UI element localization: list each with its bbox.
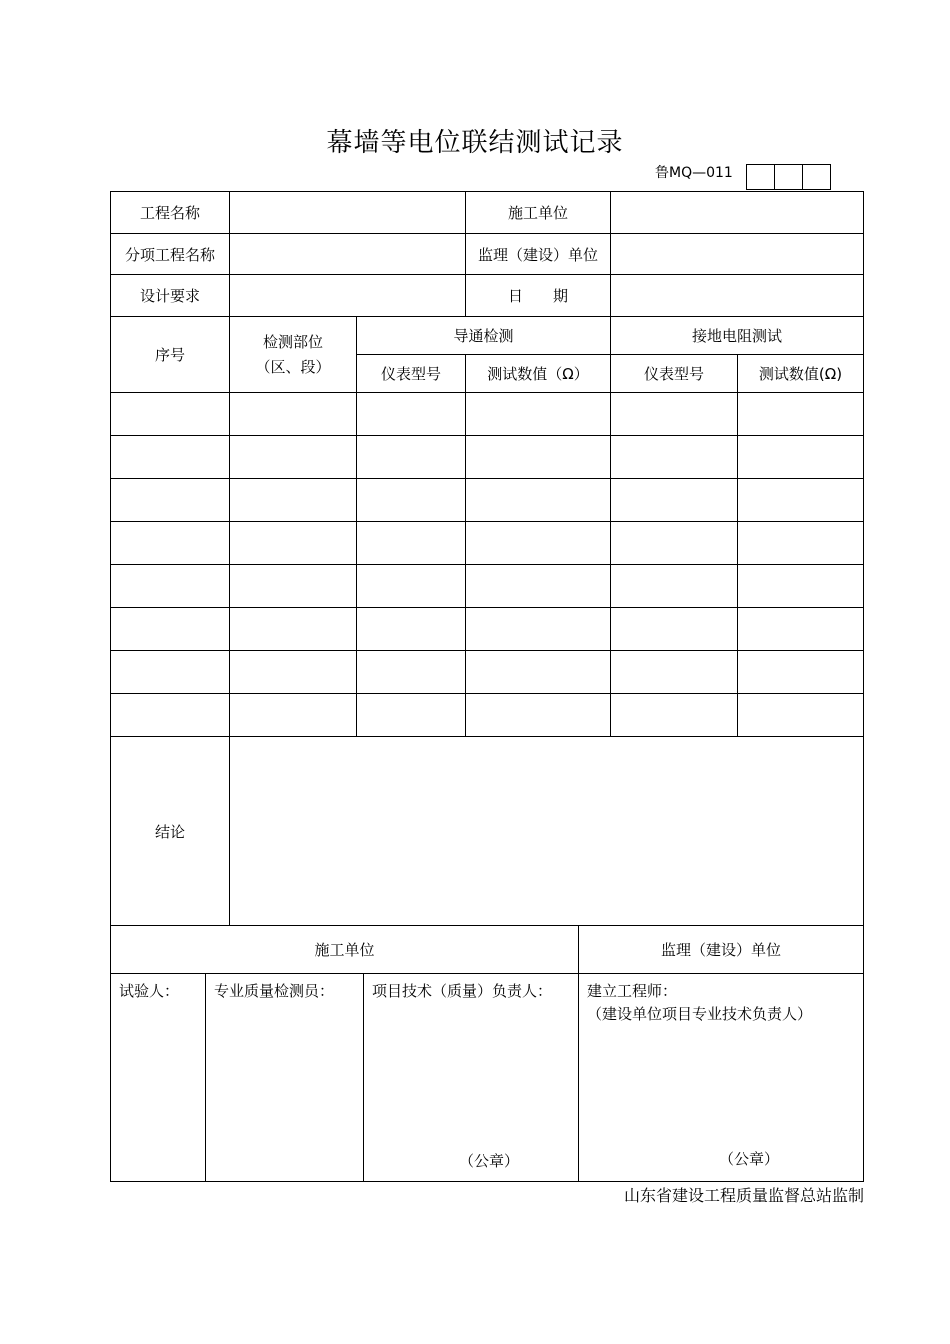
- table-cell[interactable]: [357, 393, 466, 436]
- location-header: [230, 317, 357, 393]
- contractor-field[interactable]: [611, 192, 864, 234]
- meter-model-header: 仪表型号: [357, 355, 466, 393]
- engineer-note: （建设单位项目专业技术负责人）: [587, 1005, 813, 1023]
- table-cell[interactable]: [738, 522, 864, 565]
- code-box-1[interactable]: [746, 164, 775, 190]
- table-cell[interactable]: [466, 565, 611, 608]
- table-row: [111, 522, 864, 565]
- table-cell[interactable]: [230, 694, 357, 737]
- table-cell[interactable]: [111, 393, 230, 436]
- table-cell[interactable]: [738, 479, 864, 522]
- tech-lead-signature-field[interactable]: [364, 974, 579, 1182]
- table-cell[interactable]: [111, 522, 230, 565]
- table-cell[interactable]: [611, 608, 738, 651]
- table-cell[interactable]: [466, 651, 611, 694]
- inspector-signature-field[interactable]: [206, 974, 364, 1182]
- engineer-signature-field[interactable]: [579, 974, 864, 1182]
- supervisor-field[interactable]: [611, 234, 864, 275]
- table-cell[interactable]: [357, 436, 466, 479]
- tester-signature-field[interactable]: [111, 974, 206, 1182]
- table-cell[interactable]: [230, 393, 357, 436]
- table-row: [111, 694, 864, 737]
- table-cell[interactable]: [111, 565, 230, 608]
- table-cell[interactable]: [230, 436, 357, 479]
- table-cell[interactable]: [611, 694, 738, 737]
- conclusion-label: 结论: [111, 737, 230, 926]
- serial-header: 序号: [111, 317, 230, 393]
- project-name-field[interactable]: [230, 192, 466, 234]
- table-cell[interactable]: [738, 565, 864, 608]
- continuity-header: 导通检测: [357, 317, 611, 355]
- tester-label: 试验人：: [119, 982, 180, 1000]
- date-field[interactable]: [611, 275, 864, 317]
- grounding-header: 接地电阻测试: [611, 317, 864, 355]
- contractor-seal-label: （公章）: [459, 1152, 520, 1170]
- table-cell[interactable]: [611, 522, 738, 565]
- table-cell[interactable]: [611, 651, 738, 694]
- table-cell[interactable]: [111, 436, 230, 479]
- footer-issuer: 山东省建设工程质量监督总站监制: [623, 1186, 864, 1205]
- table-cell[interactable]: [466, 436, 611, 479]
- table-cell[interactable]: [738, 694, 864, 737]
- subproject-name-label: 分项工程名称: [111, 234, 230, 275]
- table-cell[interactable]: [111, 608, 230, 651]
- contractor-section-header: 施工单位: [111, 926, 579, 974]
- table-cell[interactable]: [357, 694, 466, 737]
- table-cell[interactable]: [357, 565, 466, 608]
- subproject-name-field[interactable]: [230, 234, 466, 275]
- table-cell[interactable]: [611, 565, 738, 608]
- table-cell[interactable]: [466, 694, 611, 737]
- table-cell[interactable]: [466, 522, 611, 565]
- table-row: [111, 393, 864, 436]
- table-row: [111, 436, 864, 479]
- table-row: [111, 608, 864, 651]
- table-cell[interactable]: [357, 479, 466, 522]
- table-cell[interactable]: [230, 565, 357, 608]
- code-box-2[interactable]: [774, 164, 803, 190]
- contractor-label: 施工单位: [466, 192, 611, 234]
- table-cell[interactable]: [738, 393, 864, 436]
- table-cell[interactable]: [230, 608, 357, 651]
- table-cell[interactable]: [357, 608, 466, 651]
- location-header-line2: （区、段）: [255, 357, 331, 376]
- supervisor-label: 监理（建设）单位: [466, 234, 611, 275]
- record-table: [110, 191, 864, 926]
- date-label: 日 期: [466, 275, 611, 317]
- tech-lead-label: 项目技术（质量）负责人：: [372, 982, 553, 1000]
- page-title: 幕墙等电位联结测试记录: [326, 128, 624, 158]
- table-row: [111, 479, 864, 522]
- table-cell[interactable]: [611, 393, 738, 436]
- code-box-3[interactable]: [802, 164, 831, 190]
- table-row: [111, 651, 864, 694]
- conclusion-field[interactable]: [230, 737, 864, 926]
- table-cell[interactable]: [111, 651, 230, 694]
- test-value-header-2: 测试数值(Ω): [738, 355, 864, 393]
- table-cell[interactable]: [111, 694, 230, 737]
- supervisor-seal-label: （公章）: [719, 1150, 780, 1168]
- inspector-label: 专业质量检测员：: [214, 982, 335, 1000]
- table-cell[interactable]: [738, 651, 864, 694]
- table-cell[interactable]: [357, 522, 466, 565]
- design-req-field[interactable]: [230, 275, 466, 317]
- test-value-header: 测试数值（Ω）: [466, 355, 611, 393]
- table-cell[interactable]: [466, 479, 611, 522]
- form-code: 鲁MQ—011: [655, 165, 733, 181]
- table-cell[interactable]: [466, 608, 611, 651]
- table-row: [111, 565, 864, 608]
- table-cell[interactable]: [466, 393, 611, 436]
- location-header-line1: 检测部位: [262, 332, 323, 351]
- meter-model-header-2: 仪表型号: [611, 355, 738, 393]
- table-cell[interactable]: [357, 651, 466, 694]
- table-cell[interactable]: [611, 436, 738, 479]
- table-cell[interactable]: [230, 479, 357, 522]
- signature-table: [110, 925, 864, 1182]
- table-cell[interactable]: [738, 436, 864, 479]
- table-cell[interactable]: [611, 479, 738, 522]
- table-cell[interactable]: [111, 479, 230, 522]
- project-name-label: 工程名称: [111, 192, 230, 234]
- supervisor-section-header: 监理（建设）单位: [579, 926, 864, 974]
- table-cell[interactable]: [230, 522, 357, 565]
- table-cell[interactable]: [230, 651, 357, 694]
- design-req-label: 设计要求: [111, 275, 230, 317]
- engineer-label: 建立工程师：: [587, 982, 678, 1000]
- table-cell[interactable]: [738, 608, 864, 651]
